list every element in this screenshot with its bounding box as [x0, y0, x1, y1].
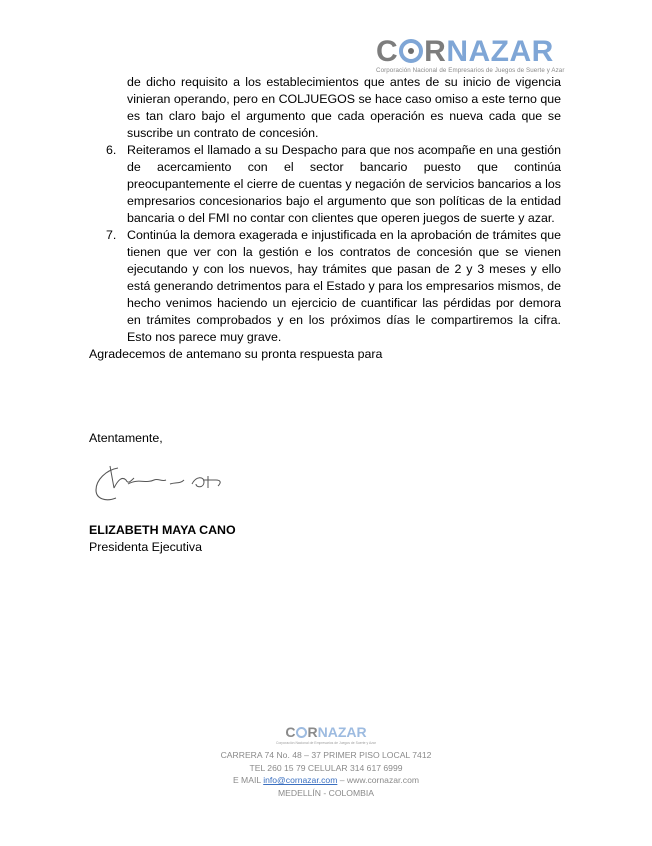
footer: [150, 724, 502, 799]
list-item-text: Reiteramos el llamado a su Despacho para que nos acompañe en una gestión de acercamiento con el sector bancario puesto que continúa preocupantemente el cierre de cuentas y negación de servicios bancarios a los empresarios concesionarios bajo el argumento que son políticas de la entidad bancaria o del FMI no contar con clientes que operen juegos de suerte y azar.: [127, 143, 561, 225]
list-item-text: Continúa la demora exagerada e injustificada en la aprobación de trámites que tienen que ver con la gestión e los contratos de concesión que se vienen ejecutando y con los nuevos, hay trámites que pasan de 2 y 3 meses y ello está generando detrimentos para el Estado y para los empresarios mismos, de hecho venimos haciendo un ejercicio de cuantificar las pérdidas por demora en trámites comprobados y en los próximos días le compartiremos la cifra. Esto nos parece muy grave.: [127, 228, 561, 344]
list-item: [106, 142, 561, 227]
footer-email-link[interactable]: info@cornazar.com: [263, 775, 338, 786]
footer-city: MEDELLÍN - COLOMBIA: [278, 787, 374, 798]
logo-tagline: Corporación Nacional de Empresarios de Juegos de Suerte y Azar: [376, 67, 565, 74]
footer-contact: [150, 774, 502, 787]
signatory-name: ELIZABETH MAYA CANO: [89, 523, 236, 537]
closing-paragraph: Agradecemos de antemano su pronta respuesta para: [89, 347, 383, 361]
footer-logo-tagline: Corporación Nacional de Empresarios de Juegos de Suerte y Azar: [276, 741, 376, 745]
footer-email-label: E MAIL: [232, 775, 264, 786]
handwritten-signature: [92, 462, 228, 506]
footer-logo-letters-nazar: NAZAR: [317, 724, 367, 740]
salutation: Atentamente,: [89, 431, 163, 445]
eye-icon: [399, 39, 423, 63]
footer-logo-letter-r: R: [307, 724, 318, 740]
logo-letter-c: C: [376, 35, 399, 68]
footer-logo: [150, 724, 502, 740]
footer-logo-letter-c: C: [285, 724, 296, 740]
footer-eye-icon: [296, 727, 307, 738]
logo-wordmark: [376, 36, 554, 68]
footer-address: CARRERA 74 No. 48 – 37 PRIMER PISO LOCAL 7412: [220, 750, 432, 760]
footer-website: www.cornazar.com: [346, 775, 420, 786]
list-item: [106, 227, 561, 346]
footer-separator: –: [337, 775, 347, 786]
item-5-continuation: de dicho requisito a los establecimientos que antes de su inicio de vigencia vinieran operando, pero en COLJUEGOS se hace caso omiso a este terno que es tan claro bajo el argumento que cada operación es nueva cada que se suscribe un contrato de concesión.: [127, 75, 561, 140]
list-item-number: 6.: [106, 143, 117, 157]
letter-body: [89, 74, 561, 363]
list-item-number: 7.: [106, 228, 117, 242]
signatory-title: Presidenta Ejecutiva: [89, 540, 202, 554]
logo-letter-r: R: [424, 35, 447, 68]
logo-letters-nazar: NAZAR: [446, 35, 554, 68]
footer-phones: TEL 260 15 79 CELULAR 314 617 6999: [249, 762, 403, 773]
